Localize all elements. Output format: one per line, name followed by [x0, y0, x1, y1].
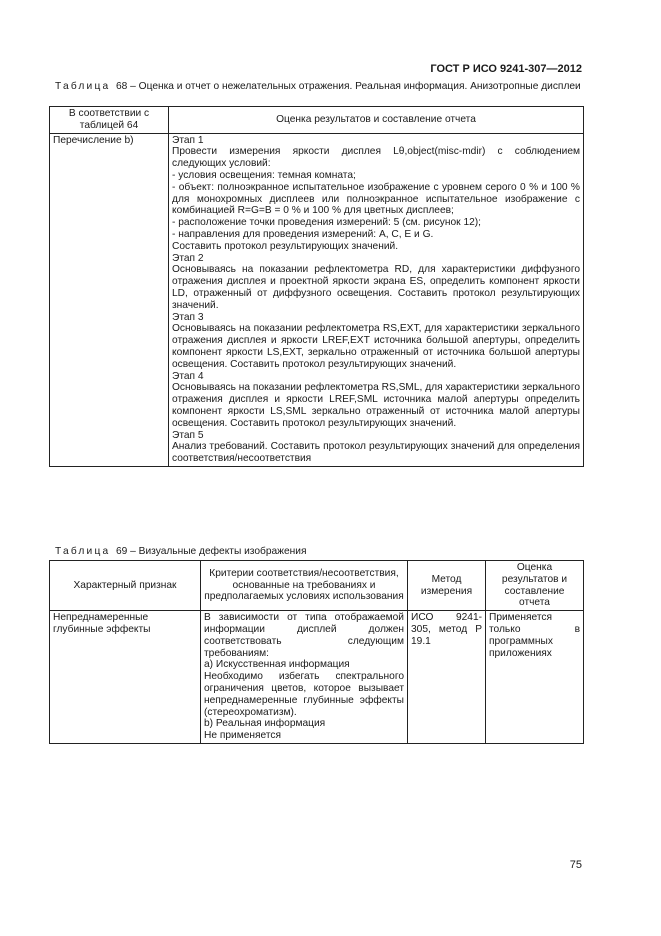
table68-caption-text: 68 – Оценка и отчет о нежелательных отражения. Реальная информация. Анизотропные дисплеи	[116, 81, 581, 92]
table-68	[49, 106, 584, 467]
criteria-real-title: b) Реальная информация	[204, 718, 326, 730]
table69-row	[50, 611, 584, 744]
criteria-artificial-text: Необходимо избегать спектрального ограничения цветов, которое вызывает непреднамеренные глубинные эффекты (стереохроматизм).	[204, 671, 404, 718]
condition-object: - объект: полноэкранное испытательное изображение с уровнем серого 0 % и 100 % для монохромных дисплеев или полноэкранное испытательное изображение с комбинацией R=G=B = 0 % и 100 % для цветных дисплеев;	[172, 181, 580, 217]
table68-caption-label: Таблица	[55, 81, 111, 92]
table69-feature-cell: Непреднамеренные глубинные эффекты	[50, 611, 201, 744]
table69-header-method: Метод измерения	[408, 561, 486, 611]
table69-assessment-cell: Применяется только в программных приложениях	[486, 611, 584, 744]
stage-3-text: Основываясь на показании рефлектометра RS,EXT, для характеристики зеркального отражения дисплея и яркости LREF,EXT источника большой апертуры, определить компонент яркости LS,EXT, зеркально отраженный от источника большой апертуры освещения. Составить протокол результирующих значений.	[172, 323, 580, 370]
table69-method-cell: ИСО 9241-305, метод Р 19.1	[408, 611, 486, 744]
criteria-intro: В зависимости от типа отображаемой информации дисплей должен соответствовать следующим требованиям:	[204, 612, 404, 659]
page-number: 75	[569, 859, 582, 871]
table69-caption-label: Таблица	[55, 546, 111, 557]
table68-header-row	[50, 107, 584, 134]
condition-directions: - направления для проведения измерений: A, C, E и G.	[172, 228, 434, 240]
condition-location: - расположение точки проведения измерений: 5 (см. рисунок 12);	[172, 217, 482, 229]
stage-2-title: Этап 2	[172, 252, 204, 264]
table68-row	[50, 133, 584, 466]
stage-2-text: Основываясь на показании рефлектометра RD, для характеристики диффузного отражения дисплея и проектной яркости экрана ES, определить компонент яркости LD, отраженный от диффузного освещения. Составить протокол результирующих значений.	[172, 264, 580, 311]
stage-1-title: Этап 1	[172, 134, 204, 146]
table69-criteria-cell	[201, 611, 408, 744]
table68-body	[169, 133, 584, 466]
stage-4-title: Этап 4	[172, 370, 204, 382]
condition-lighting: - условия освещения: темная комната;	[172, 169, 356, 181]
table69-caption	[55, 546, 455, 559]
criteria-real-text: Не применяется	[204, 730, 282, 742]
table68-row-label: Перечисление b)	[50, 133, 169, 466]
table69-caption-text: 69 – Визуальные дефекты изображения	[116, 546, 307, 557]
stage-5-text: Анализ требований. Составить протокол результирующих значений для определения соответствия/несоответствия	[172, 441, 580, 465]
table69-header-row	[50, 561, 584, 611]
stage-5-title: Этап 5	[172, 429, 204, 441]
stage-1-text: Провести измерения яркости дисплея Lθ,object(misc-mdir) с соблюдением следующих условий:	[172, 146, 580, 170]
table69-header-assessment: Оценка результатов и составление отчета	[486, 561, 584, 611]
standard-header: ГОСТ Р ИСО 9241-307—2012	[430, 63, 582, 75]
criteria-artificial-title: a) Искусственная информация	[204, 659, 350, 671]
stage-4-text: Основываясь на показании рефлектометра RS,SML, для характеристики зеркального отражения дисплея и яркости LREF,SML источника малой апертуры определить компонент яркости LS,SML зеркально отраженный от источника малой апертуры освещения. Составить протокол результирующих значений.	[172, 382, 580, 429]
table-69	[49, 560, 584, 744]
table69-header-feature: Характерный признак	[50, 561, 201, 611]
table69-header-criteria: Критерии соответствия/несоответствия, основанные на требованиях и предполагаемых условиях использования	[201, 561, 408, 611]
table68-col2-header: Оценка результатов и составление отчета	[169, 107, 584, 134]
table68-col1-header: В соответствии с таблицей 64	[50, 107, 169, 134]
stage-3-title: Этап 3	[172, 311, 204, 323]
table68-caption	[55, 81, 585, 94]
stage-1-report: Составить протокол результирующих значений.	[172, 240, 399, 252]
